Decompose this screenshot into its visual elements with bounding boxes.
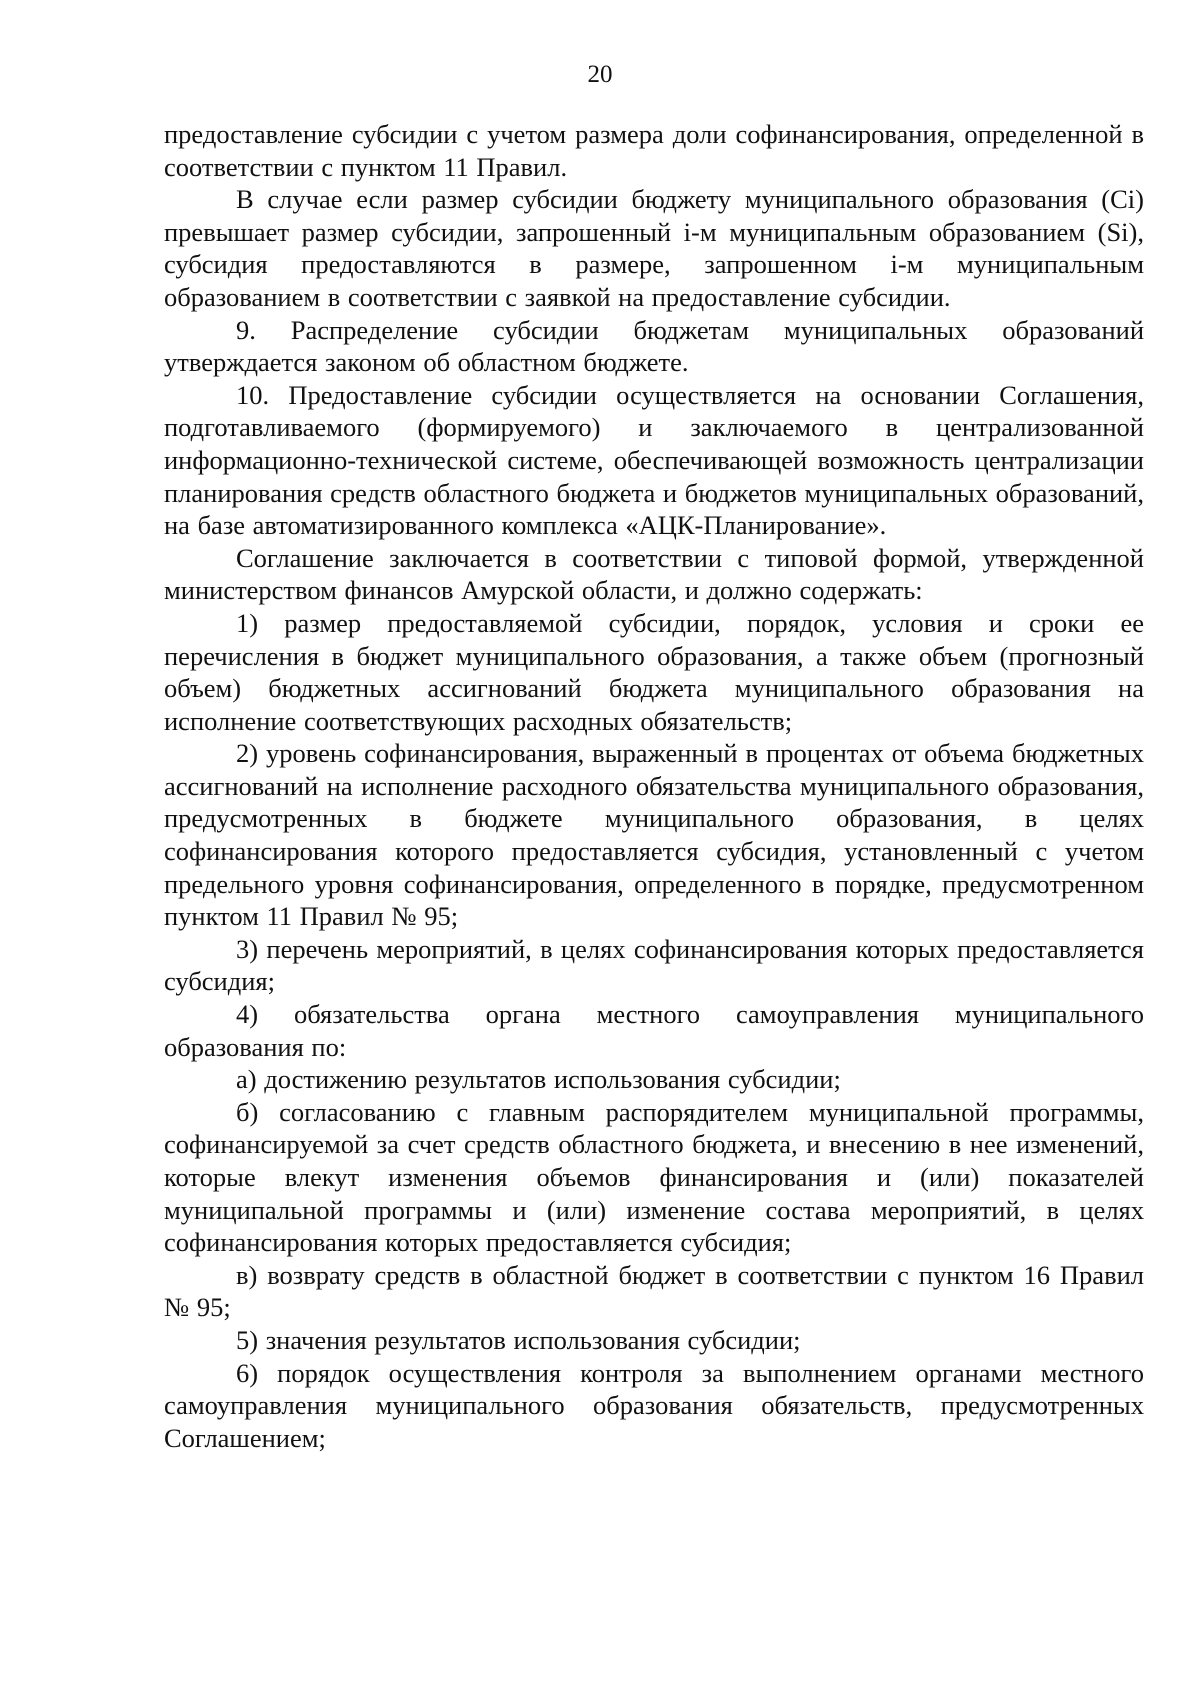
paragraph-subitem-3: 3) перечень мероприятий, в целях софинансирования которых предоставляется субсидия;: [164, 933, 1144, 997]
paragraph-continuation: предоставление субсидии с учетом размера доли софинансирования, определенной в соответствии с пунктом 11 Правил.: [164, 119, 1144, 182]
paragraph-subitem-4a: а) достижению результатов использования субсидии;: [236, 1064, 841, 1095]
paragraph-subitem-4: 4) обязательства органа местного самоуправления муниципального образования по:: [164, 999, 1144, 1062]
document-body: [164, 118, 1144, 1454]
paragraph-agreement: Соглашение заключается в соответствии с типовой формой, утвержденной министерством финансов Амурской области, и должно содержать:: [164, 542, 1144, 606]
paragraph-subitem-2: 2) уровень софинансирования, выраженный в процентах от объема бюджетных ассигнований на исполнение расходного обязательства муниципального образования, предусмотренных в бюджете муниципального образования, в целях софинансирования которого предоставляется субсидия, установленный с учетом предельного уровня софинансирования, определенного в порядке, предусмотренном пунктом 11 Правил № 95;: [164, 738, 1144, 932]
paragraph-item-10: 10. Предоставление субсидии осуществляется на основании Соглашения, подготавливаемого (формируемого) и заключаемого в централизованной информационно-технической системе, обеспечивающей возможность централизации планирования средств областного бюджета и бюджетов муниципальных образований, на базе автоматизированного комплекса «АЦК-Планирование».: [164, 379, 1144, 541]
paragraph-subitem-1: 1) размер предоставляемой субсидии, порядок, условия и сроки ее перечисления в бюджет муниципального образования, а также объем (прогнозный объем) бюджетных ассигнований бюджета муниципального образования на исполнение соответствующих расходных обязательств;: [164, 607, 1144, 736]
paragraph-subitem-4v: в) возврату средств в областной бюджет в соответствии с пунктом 16 Правил № 95;: [164, 1259, 1144, 1323]
paragraph-item-9: 9. Распределение субсидии бюджетам муниципальных образований утверждается законом об областном бюджете.: [164, 314, 1144, 378]
page-number: 20: [587, 61, 613, 88]
paragraph-subitem-4b: б) согласованию с главным распорядителем муниципальной программы, софинансируемой за счет средств областного бюджета, и внесению в нее изменений, которые влекут изменения объемов финансирования и (или) показателей муниципальной программы и (или) изменение состава мероприятий, в целях софинансирования которых предоставляется субсидия;: [164, 1096, 1144, 1258]
paragraph-subsidy-limit: В случае если размер субсидии бюджету муниципального образования (Ci) превышает размер субсидии, запрошенный i-м муниципальным образованием (Si), субсидия предоставляются в размере, запрошенном i-м муниципальным образованием в соответствии с заявкой на предоставление субсидии.: [164, 184, 1144, 312]
paragraph-subitem-6: 6) порядок осуществления контроля за выполнением органами местного самоуправления муниципального образования обязательств, предусмотренных Соглашением;: [164, 1357, 1144, 1453]
paragraph-subitem-5: 5) значения результатов использования субсидии;: [236, 1324, 801, 1355]
